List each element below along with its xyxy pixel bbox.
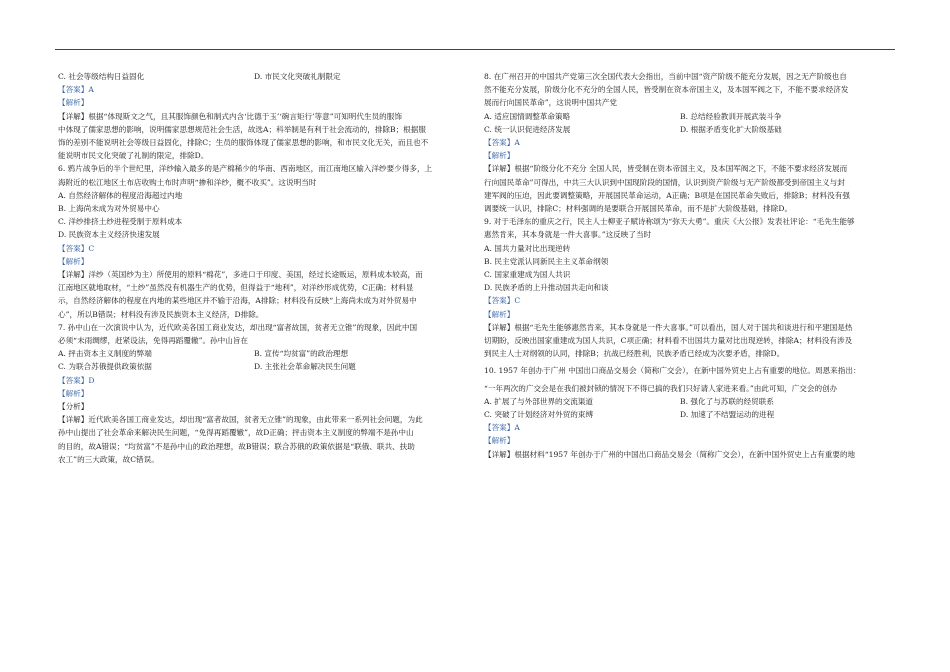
q6-option-b: B. 上海尚未成为对外贸易中心 [58, 204, 160, 214]
q7-stem-line: 必须“未雨绸缪，赶紧设法，免得再蹈覆辙”。孙中山旨在 [58, 336, 249, 346]
q10-options-row [484, 395, 894, 408]
q8-answer: 【答案】A [484, 138, 520, 148]
q9-option-b: B. 民主党派认同新民主主义革命纲领 [484, 256, 609, 266]
q7-option-d: D. 主张社会革命解决民生问题 [254, 362, 356, 372]
q5-option-d: D. 市民文化突破礼制限定 [254, 72, 341, 81]
q9-detail-line: 切期盼，反映出国家重建成为国人共识，C项正确；材料看不出国共力量对比出现逆转，排除A；材料没有涉及 [484, 336, 853, 346]
q6-option-c: C. 洋纱排挤土纱进程受制于原料成本 [58, 217, 183, 227]
q7-option-a: A. 抨击资本主义制度的弊端 [58, 349, 152, 359]
q9-stem-line: 9. 对于毛泽东的重庆之行，民主人士柳亚子赋诗称颂为“弥天大勇”。重庆《大公报》发表社评论：“毛先生能够 [484, 217, 855, 227]
q7-fenxi-tag: 【分析】 [58, 402, 89, 412]
q10-stem-line: “一年两次的广交会是在我们被封锁的情况下不得已搞的我们只好请人家进来看。”由此可知，广交会的创办 [484, 383, 838, 393]
q7-detail-line: 农工”的三大政策，故C错误。 [58, 454, 159, 464]
q6-option-a: A. 自然经济解体的程度沿海超过内地 [58, 190, 183, 200]
q8-option-c: C. 统一认识促进经济发展 [484, 124, 571, 134]
q7-options-row [58, 360, 468, 373]
q6-detail-line: 【详解】洋纱（英国纱为主）所使用的原料“棉花”，多进口于印度、美国，经过长途贩运，原料成本较高，而 [58, 270, 423, 280]
q9-option-a: A. 国共力量对比出现逆转 [484, 243, 571, 253]
q9-analysis-tag: 【解析】 [484, 309, 515, 319]
q10-option-d: D. 加速了不结盟运动的进程 [680, 410, 775, 420]
q5-option-c: C. 社会等级结构日益固化 [58, 72, 145, 81]
q8-options-row [484, 110, 894, 123]
q8-option-b: B. 总结经验教训开展武装斗争 [680, 111, 782, 121]
q7-options-row [58, 347, 468, 360]
q6-option-d: D. 民族资本主义经济快速发展 [58, 230, 160, 240]
q7-stem-line: 7. 孙中山在一次演说中认为，近代欧美各国工商业发达，却出现“富者故国，贫者无立锥”的现象，因此中国 [58, 322, 418, 332]
q5-detail-line: 饰的差别不能说明社会等级日益固化，排除C；生员的服饰体现了儒家思想的影响，和市民文化无关，而且也不 [58, 138, 429, 148]
left-column [58, 70, 468, 466]
q7-option-c: C. 为联合苏俄提供政策依据 [58, 362, 152, 372]
q5-detail-line: 能说明市民文化突破了礼制的限定，排除D。 [58, 151, 209, 161]
q6-detail-line: 心”，所以B错误；材料没有涉及民族资本主义经济，D排除。 [58, 309, 264, 319]
q10-option-b: B. 强化了与苏联的经贸联系 [680, 396, 774, 406]
q5-options-row [58, 70, 468, 83]
q10-option-a: A. 扩展了与外部世界的交流渠道 [484, 396, 594, 406]
q10-stem-line: 10. 1957 年创办于广州 中国出口商品交易会（简称广交会），在新中国外贸史上占有重要的地位。周恩来指出： [484, 366, 861, 376]
q8-option-d: D. 根据矛盾变化扩大阶级基础 [680, 124, 782, 134]
q7-detail-line: 孙中山提出了社会革命来解决民生问题，“免得再蹈覆辙”，故D正确；抨击资本主义制度的弊端不是孙中山 [58, 428, 414, 438]
q9-answer: 【答案】C [484, 296, 521, 306]
q10-analysis-tag: 【解析】 [484, 436, 515, 446]
q7-detail-line: 【详解】近代欧美各国工商业发达，却出现“富者故国，贫者无立锥”的现象，由此带来一系列社会问题，为此 [58, 415, 423, 425]
q8-stem-line: 然不能充分发展，阶级分化不充分的全国人民，皆受制在资本帝国主义，及本国军阀之下，不能不要求经济发 [484, 85, 849, 95]
q10-option-c: C. 突破了计划经济对外贸的束缚 [484, 410, 594, 420]
q6-stem-line: 6. 鸦片战争后的半个世纪里，洋纱输入最多的是产棉稀少的华南、西南地区，而江南地区输入洋纱要少得多，上 [58, 164, 433, 174]
q8-option-a: A. 适应国情调整革命策略 [484, 111, 571, 121]
q8-detail-line: 【详解】根据“阶级分化不充分 全国人民，皆受制在资本帝国主义，及本国军阀之下，不能不要求经济发展而 [484, 164, 848, 174]
q8-stem-line: 8. 在广州召开的中国共产党第三次全国代表大会指出，当前中国“资产阶级不能充分发展，因之无产阶级也自 [484, 72, 847, 81]
q9-option-d: D. 民族矛盾的上升推动国共走向和谈 [484, 283, 609, 293]
q10-answer: 【答案】A [484, 423, 520, 433]
q8-detail-line: 建军阀的压迫，因此要调整策略，开展国民革命运动，A正确；B项是在国民革命失败后，排除B；材料没有强 [484, 190, 850, 200]
q6-answer: 【答案】C [58, 243, 95, 253]
q9-detail-line: 到民主人士对纲领的认同，排除B；抗战已经胜利，民族矛盾已经成为次要矛盾，排除D。 [484, 349, 785, 359]
header-rule [55, 49, 895, 50]
q9-stem-line: 惠然肯来，其本身就是一件大喜事。”这反映了当时 [484, 230, 652, 240]
q6-detail-line: 江南地区就地取材，“土纱”虽然没有机器生产的优势，但得益于“地利”，对洋纱形成优势，C正确；材料显 [58, 283, 414, 293]
q5-answer: 【答案】A [58, 85, 94, 95]
q7-analysis-tag: 【解析】 [58, 388, 89, 398]
q8-stem-line: 展而行向国民革命”，这说明中国共产党 [484, 98, 617, 108]
q8-analysis-tag: 【解析】 [484, 151, 515, 161]
right-column [484, 70, 894, 461]
q9-detail-line: 【详解】根据“毛先生能够惠然肯来，其本身就是一件大喜事。”可以看出，国人对于国共和谈进行和平建国是热 [484, 322, 853, 332]
q9-option-c: C. 国家重建成为国人共识 [484, 270, 571, 280]
q5-analysis-tag: 【解析】 [58, 98, 89, 108]
q7-option-b: B. 宣传“均贫富”的政治理想 [254, 349, 349, 359]
q7-answer: 【答案】D [58, 375, 95, 385]
q5-detail-line: 【详解】根据“体现斯文之气，且其服饰颜色和制式内含‘比德于玉’‘碗言矩行’等意”可知明代生员的服饰 [58, 111, 402, 121]
q6-analysis-tag: 【解析】 [58, 256, 89, 266]
q8-detail-line: 调要统一认识，排除C；材料强调的是要联合开展国民革命，而不是扩大阶级基础，排除D。 [484, 204, 793, 214]
q10-detail-line: 【详解】根据材料“1957 年创办于广州的中国出口商品交易会（简称广交会），在新中国外贸史上占有重要的地 [484, 449, 856, 459]
q6-detail-line: 示，自然经济解体的程度在内地的某些地区并不输于沿海，A排除；材料没有反映“上海尚未成为对外贸易中 [58, 296, 417, 306]
q5-detail-line: 中体现了儒家思想的影响，说明儒家思想规范社会生活，故选A；科举制是有利于社会流动的，排除B；根据服 [58, 124, 426, 134]
q7-detail-line: 的目的，故A错误；“均贫富”不是孙中山的政治理想，故B错误；联合苏俄的政策依据是“联俄、联共、扶助 [58, 441, 415, 451]
q6-stem-line: 海附近的松江地区土布店收购土布时声明“掺和洋纱，概不收买”。这说明当时 [58, 177, 317, 187]
q10-options-row [484, 408, 894, 421]
q8-detail-line: 行向国民革命”可得出，中共三大认识到中国现阶段的国情，认识到资产阶级与无产阶级都受到帝国主义与封 [484, 177, 845, 187]
q8-options-row [484, 123, 894, 136]
